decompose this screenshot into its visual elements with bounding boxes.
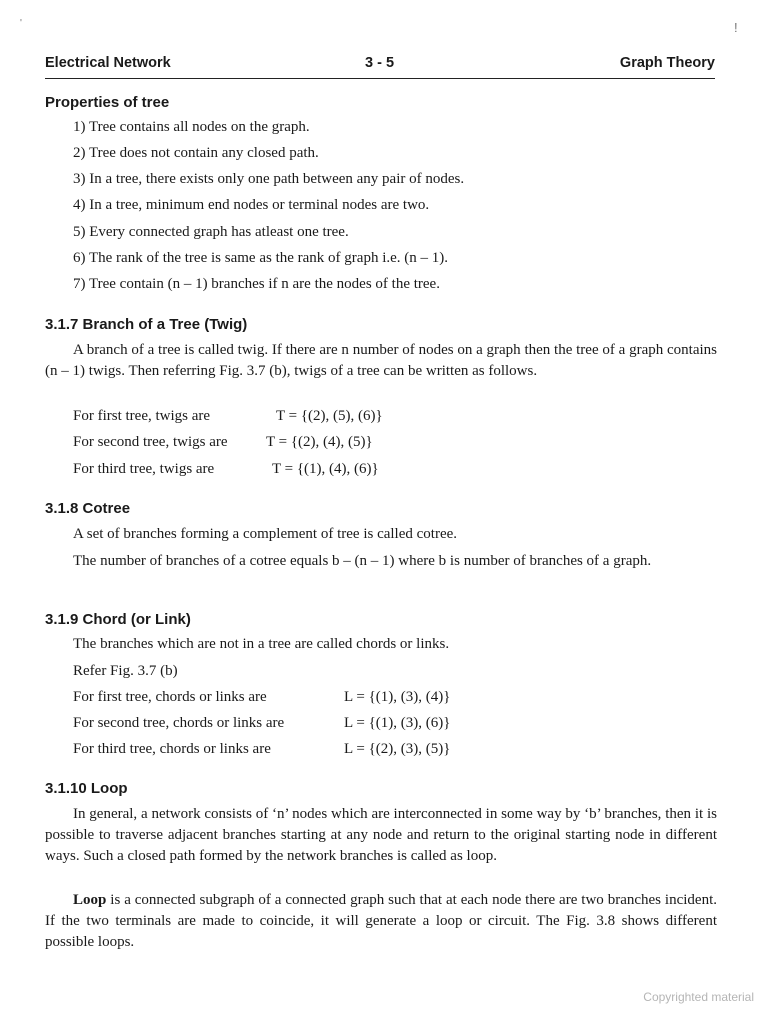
twig-row-label: For second tree, twigs are [73,434,228,450]
twig-row-label: For third tree, twigs are [73,461,215,477]
section-heading-cotree: 3.1.8 Cotree [45,500,131,517]
scan-mark: ! [734,20,738,35]
section-heading-loop: 3.1.10 Loop [45,780,128,797]
list-item: 7) Tree contain (n – 1) branches if n are the nodes of the tree. [73,276,440,292]
list-item: 1) Tree contains all nodes on the graph. [73,119,310,135]
chord-row-label: For first tree, chords or links are [73,689,267,705]
cotree-paragraph: A set of branches forming a complement of tree is called cotree. [73,526,458,542]
list-item: 5) Every connected graph has atleast one tree. [73,224,349,240]
header-page-number: 3 - 5 [365,55,395,71]
running-header [45,55,715,75]
header-chapter-title: Graph Theory [619,55,715,71]
section-heading-chord: 3.1.9 Chord (or Link) [45,611,191,628]
section-heading-properties: Properties of tree [45,94,170,111]
twig-row-label: For first tree, twigs are [73,408,211,424]
chord-paragraph: The branches which are not in a tree are called chords or links. [73,636,450,652]
section-heading-twig: 3.1.7 Branch of a Tree (Twig) [45,316,248,333]
list-item: 6) The rank of the tree is same as the rank of graph i.e. (n – 1). [73,250,449,266]
loop-definition: is a connected subgraph of a connected graph such that at each node there are two branches incident. If the two terminals are made to coincide, it will generate a loop or circuit. The Fig. 3.8 shows different possible loops. [45,892,717,950]
chord-row-value: L = {(2), (3), (5)} [344,741,451,757]
copyright-watermark: Copyrighted material [643,990,754,1004]
chord-row-value: L = {(1), (3), (6)} [344,715,451,731]
chord-row-label: For second tree, chords or links are [73,715,285,731]
list-item: 3) In a tree, there exists only one path between any pair of nodes. [73,171,465,187]
twig-row-value: T = {(2), (4), (5)} [266,434,373,450]
header-rule [45,78,715,79]
twig-paragraph: A branch of a tree is called twig. If there are n number of nodes on a graph then the tree of a graph contains (n – 1) twigs. Then referring Fig. 3.7 (b), twigs of a tree can be written as follows. [45,342,717,379]
loop-paragraph [45,890,717,953]
list-item: 2) Tree does not contain any closed path. [73,145,319,161]
chord-row-value: L = {(1), (3), (4)} [344,689,451,705]
loop-paragraph: In general, a network consists of ‘n’ nodes which are interconnected in some way by ‘b’ branches, then it is possible to traverse adjacent branches starting at any node and return to the original starting node in different ways. Such a closed path formed by the network branches is called as loop. [45,806,717,864]
twig-row-value: T = {(1), (4), (6)} [272,461,379,477]
loop-term: Loop [73,892,107,908]
chord-figure-reference: Refer Fig. 3.7 (b) [73,663,178,679]
list-item: 4) In a tree, minimum end nodes or terminal nodes are two. [73,197,430,213]
chord-row-label: For third tree, chords or links are [73,741,271,757]
twig-row-value: T = {(2), (5), (6)} [276,408,383,424]
scan-mark: ' [20,18,22,29]
header-book-title: Electrical Network [45,55,171,71]
cotree-paragraph: The number of branches of a cotree equals b – (n – 1) where b is number of branches of a graph. [73,553,652,569]
